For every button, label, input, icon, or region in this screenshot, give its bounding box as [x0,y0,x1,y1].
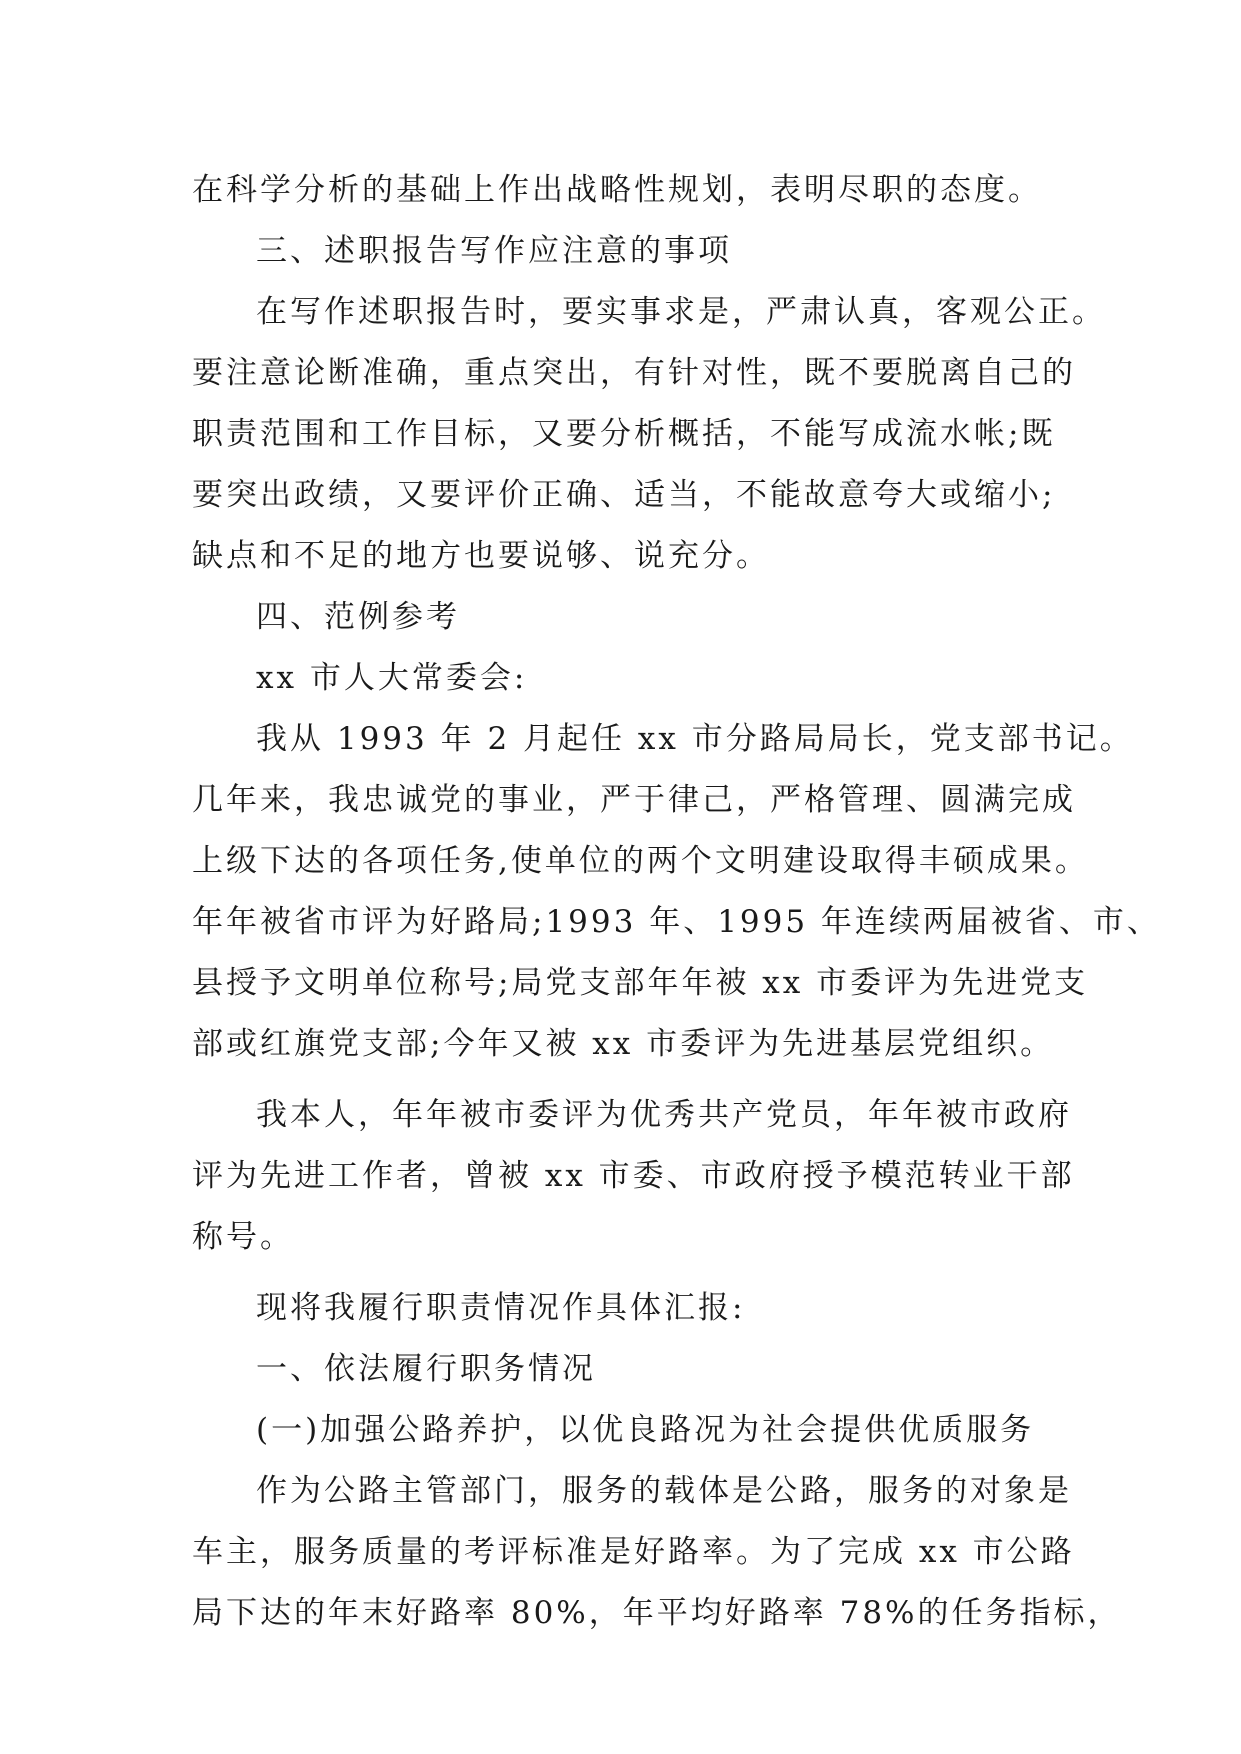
document-body [192,160,1161,1644]
section-heading: 三、述职报告写作应注意的事项 [256,233,732,269]
text-line: 车主，服务质量的考评标准是好路率。为了完成 xx 市公路 [192,1534,1075,1570]
text-line: 我本人，年年被市委评为优秀共产党员，年年被市政府 [256,1097,1072,1133]
text-line: 作为公路主管部门，服务的载体是公路，服务的对象是 [256,1473,1072,1509]
text-line: 在写作述职报告时，要实事求是，严肃认真，客观公正。 [256,294,1106,330]
text-line: 局下达的年末好路率 80%，年平均好路率 78%的任务指标， [192,1595,1122,1631]
text-line: 我从 1993 年 2 月起任 xx 市分路局局长，党支部书记。 [256,721,1134,757]
text-line: 评为先进工作者，曾被 xx 市委、市政府授予模范转业干部 [192,1158,1075,1194]
text-line: 几年来，我忠诚党的事业，严于律己，严格管理、圆满完成 [192,782,1076,818]
text-line: 年年被省市评为好路局;1993 年、1995 年连续两届被省、市、 [192,904,1161,940]
text-line: 上级下达的各项任务,使单位的两个文明建设取得丰硕成果。 [192,843,1089,879]
section-heading: 四、范例参考 [256,599,460,635]
text-line: 职责范围和工作目标，又要分析概括，不能写成流水帐;既 [192,416,1056,452]
text-line: 县授予文明单位称号;局党支部年年被 xx 市委评为先进党支 [192,965,1089,1001]
section-heading: 一、依法履行职务情况 [256,1351,596,1387]
text-line: 缺点和不足的地方也要说够、说充分。 [192,538,770,574]
text-line: 要突出政绩，又要评价正确、适当，不能故意夸大或缩小; [192,477,1056,513]
text-line: 称号。 [192,1219,294,1255]
text-line: 在科学分析的基础上作出战略性规划，表明尽职的态度。 [192,172,1042,208]
text-line: 要注意论断准确，重点突出，有针对性，既不要脱离自己的 [192,355,1076,391]
salutation: xx 市人大常委会: [256,660,528,696]
text-line: 现将我履行职责情况作具体汇报: [256,1290,746,1326]
text-line: 部或红旗党支部;今年又被 xx 市委评为先进基层党组织。 [192,1026,1055,1062]
subsection-heading: (一)加强公路养护，以优良路况为社会提供优质服务 [256,1412,1035,1448]
